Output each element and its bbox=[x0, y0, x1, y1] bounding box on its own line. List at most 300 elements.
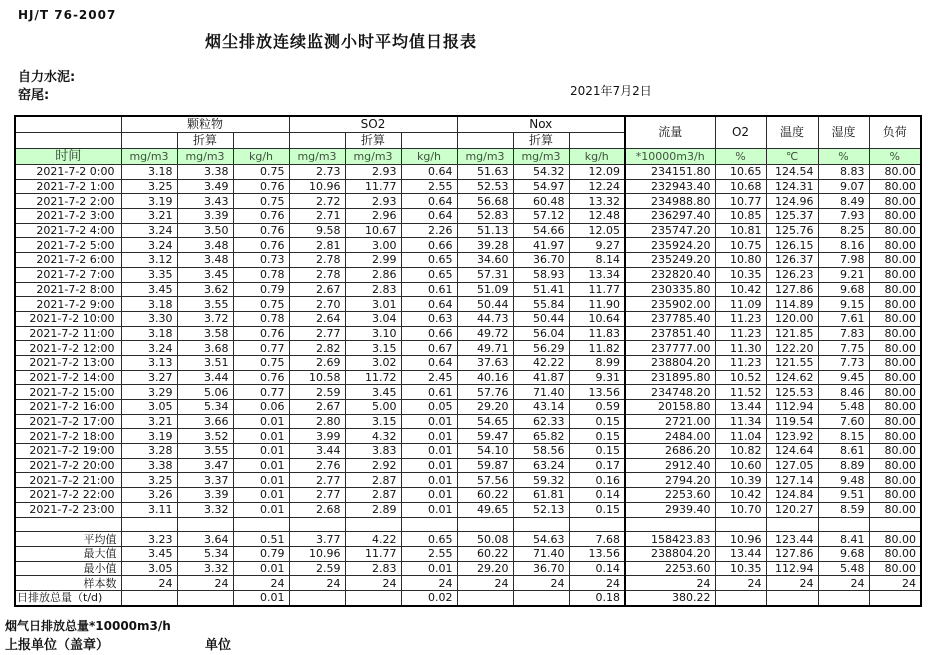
group-header-nox: Nox bbox=[457, 116, 625, 133]
value-cell: 24 bbox=[715, 576, 766, 591]
page-title: 烟尘排放连续监测小时平均值日报表 bbox=[205, 32, 478, 51]
value-cell: 3.64 bbox=[177, 532, 233, 547]
value-cell: 3.48 bbox=[177, 253, 233, 268]
value-cell: 2.68 bbox=[289, 502, 345, 517]
value-cell: 231895.80 bbox=[625, 370, 715, 385]
value-cell: 7.61 bbox=[818, 311, 869, 326]
value-cell: 0.64 bbox=[401, 297, 457, 312]
table-row bbox=[15, 473, 921, 488]
table-row bbox=[15, 179, 921, 194]
value-cell: 0.75 bbox=[233, 297, 289, 312]
value-cell: 0.61 bbox=[401, 385, 457, 400]
value-cell: 0.01 bbox=[233, 458, 289, 473]
table-row bbox=[15, 165, 921, 180]
value-cell: 24 bbox=[625, 576, 715, 591]
value-cell: 62.33 bbox=[513, 414, 569, 429]
value-cell: 4.32 bbox=[345, 429, 401, 444]
value-cell: 80.00 bbox=[869, 561, 921, 576]
value-cell: 2253.60 bbox=[625, 488, 715, 503]
value-cell bbox=[289, 590, 345, 605]
value-cell: 3.72 bbox=[177, 311, 233, 326]
value-cell: 10.96 bbox=[715, 532, 766, 547]
value-cell: 8.16 bbox=[818, 238, 869, 253]
value-cell: 36.70 bbox=[513, 561, 569, 576]
value-cell: 51.41 bbox=[513, 282, 569, 297]
time-col-blank bbox=[15, 133, 121, 149]
value-cell: 3.43 bbox=[177, 194, 233, 209]
value-cell: 0.63 bbox=[401, 311, 457, 326]
time-cell: 2021-7-2 3:00 bbox=[15, 209, 121, 224]
value-cell bbox=[715, 590, 766, 605]
value-cell: 29.20 bbox=[457, 561, 513, 576]
value-cell: 9.58 bbox=[289, 223, 345, 238]
value-cell: 3.38 bbox=[177, 165, 233, 180]
value-cell bbox=[766, 590, 818, 605]
table-row bbox=[15, 370, 921, 385]
value-cell: 71.40 bbox=[513, 546, 569, 561]
value-cell: 2.77 bbox=[289, 488, 345, 503]
value-cell: 2.76 bbox=[289, 458, 345, 473]
value-cell bbox=[177, 517, 233, 532]
table-row bbox=[15, 429, 921, 444]
value-cell: 12.24 bbox=[569, 179, 625, 194]
value-cell: 8.89 bbox=[818, 458, 869, 473]
value-cell: 3.28 bbox=[121, 444, 177, 459]
value-cell: 121.55 bbox=[766, 355, 818, 370]
value-cell: 80.00 bbox=[869, 414, 921, 429]
value-cell: 2.78 bbox=[289, 253, 345, 268]
value-cell: 11.23 bbox=[715, 326, 766, 341]
value-cell: 232820.40 bbox=[625, 267, 715, 282]
value-cell: 7.75 bbox=[818, 341, 869, 356]
value-cell: 3.45 bbox=[121, 282, 177, 297]
value-cell: 236297.40 bbox=[625, 209, 715, 224]
value-cell: 2.55 bbox=[401, 179, 457, 194]
value-cell: 0.65 bbox=[401, 253, 457, 268]
value-cell: 11.23 bbox=[715, 311, 766, 326]
row-label-cell: 样本数 bbox=[15, 576, 121, 591]
value-cell: 0.76 bbox=[233, 223, 289, 238]
value-cell: 80.00 bbox=[869, 546, 921, 561]
value-cell: 234988.80 bbox=[625, 194, 715, 209]
value-cell: 8.83 bbox=[818, 165, 869, 180]
value-cell: 3.00 bbox=[345, 238, 401, 253]
time-cell: 2021-7-2 12:00 bbox=[15, 341, 121, 356]
value-cell: 2912.40 bbox=[625, 458, 715, 473]
time-cell: 2021-7-2 23:00 bbox=[15, 502, 121, 517]
value-cell: 2.93 bbox=[345, 165, 401, 180]
time-cell: 2021-7-2 5:00 bbox=[15, 238, 121, 253]
time-cell: 2021-7-2 1:00 bbox=[15, 179, 121, 194]
value-cell: 119.54 bbox=[766, 414, 818, 429]
value-cell: 80.00 bbox=[869, 458, 921, 473]
value-cell: 7.98 bbox=[818, 253, 869, 268]
value-cell: 0.15 bbox=[569, 429, 625, 444]
value-cell: 37.63 bbox=[457, 355, 513, 370]
value-cell: 3.26 bbox=[121, 488, 177, 503]
value-cell bbox=[121, 590, 177, 605]
value-cell: 123.44 bbox=[766, 532, 818, 547]
value-cell: 57.12 bbox=[513, 209, 569, 224]
header-row-groups bbox=[15, 116, 921, 133]
value-cell: 0.78 bbox=[233, 311, 289, 326]
value-cell: 0.14 bbox=[569, 488, 625, 503]
converted-label-so2: 折算 bbox=[345, 133, 401, 149]
time-cell: 2021-7-2 6:00 bbox=[15, 253, 121, 268]
value-cell bbox=[818, 590, 869, 605]
value-cell: 80.00 bbox=[869, 502, 921, 517]
header-row-units bbox=[15, 149, 921, 165]
value-cell: 12.48 bbox=[569, 209, 625, 224]
value-cell: 50.44 bbox=[457, 297, 513, 312]
value-cell: 0.01 bbox=[233, 444, 289, 459]
value-cell: 0.05 bbox=[401, 400, 457, 415]
value-cell: 11.23 bbox=[715, 355, 766, 370]
header-flow: 流量 bbox=[625, 116, 715, 149]
value-cell: 3.11 bbox=[121, 502, 177, 517]
value-cell: 54.63 bbox=[513, 532, 569, 547]
location-label: 窑尾: bbox=[18, 88, 50, 103]
value-cell: 80.00 bbox=[869, 194, 921, 209]
value-cell: 8.49 bbox=[818, 194, 869, 209]
value-cell: 43.14 bbox=[513, 400, 569, 415]
value-cell: 234748.20 bbox=[625, 385, 715, 400]
value-cell: 2.59 bbox=[289, 385, 345, 400]
value-cell: 3.23 bbox=[121, 532, 177, 547]
value-cell: 8.61 bbox=[818, 444, 869, 459]
value-cell: 238804.20 bbox=[625, 355, 715, 370]
value-cell bbox=[869, 590, 921, 605]
value-cell: 9.15 bbox=[818, 297, 869, 312]
value-cell: 3.55 bbox=[177, 297, 233, 312]
value-cell: 0.01 bbox=[233, 561, 289, 576]
value-cell: 3.19 bbox=[121, 429, 177, 444]
value-cell: 10.35 bbox=[715, 267, 766, 282]
value-cell: 2.93 bbox=[345, 194, 401, 209]
value-cell: 0.14 bbox=[569, 561, 625, 576]
header-load: 负荷 bbox=[869, 116, 921, 149]
value-cell: 63.24 bbox=[513, 458, 569, 473]
value-cell: 235747.20 bbox=[625, 223, 715, 238]
value-cell: 0.76 bbox=[233, 238, 289, 253]
value-cell: 58.93 bbox=[513, 267, 569, 282]
value-cell: 80.00 bbox=[869, 326, 921, 341]
group-header-so2: SO2 bbox=[289, 116, 457, 133]
unit-cell: mg/m3 bbox=[289, 149, 345, 165]
value-cell: 60.48 bbox=[513, 194, 569, 209]
value-cell: 2.26 bbox=[401, 223, 457, 238]
value-cell: 0.78 bbox=[233, 267, 289, 282]
value-cell: 24 bbox=[177, 576, 233, 591]
value-cell: 65.82 bbox=[513, 429, 569, 444]
value-cell: 0.16 bbox=[569, 473, 625, 488]
value-cell: 54.65 bbox=[457, 414, 513, 429]
value-cell: 2.77 bbox=[289, 326, 345, 341]
value-cell: 0.64 bbox=[401, 209, 457, 224]
value-cell bbox=[818, 517, 869, 532]
value-cell bbox=[569, 517, 625, 532]
value-cell: 3.62 bbox=[177, 282, 233, 297]
value-cell: 0.01 bbox=[233, 590, 289, 605]
value-cell: 0.01 bbox=[401, 561, 457, 576]
value-cell: 3.05 bbox=[121, 400, 177, 415]
value-cell: 80.00 bbox=[869, 253, 921, 268]
value-cell: 10.35 bbox=[715, 561, 766, 576]
value-cell: 3.24 bbox=[121, 341, 177, 356]
value-cell: 51.09 bbox=[457, 282, 513, 297]
value-cell: 3.99 bbox=[289, 429, 345, 444]
value-cell bbox=[289, 517, 345, 532]
value-cell: 0.79 bbox=[233, 546, 289, 561]
value-cell: 24 bbox=[401, 576, 457, 591]
value-cell: 0.01 bbox=[401, 473, 457, 488]
value-cell: 24 bbox=[513, 576, 569, 591]
value-cell: 10.80 bbox=[715, 253, 766, 268]
value-cell: 237777.00 bbox=[625, 341, 715, 356]
header-temperature: 温度 bbox=[766, 116, 818, 149]
unit-label: 单位 bbox=[205, 638, 232, 653]
flow-total-note: 烟气日排放总量*10000m3/h bbox=[5, 619, 171, 633]
value-cell: 5.34 bbox=[177, 546, 233, 561]
value-cell: 0.79 bbox=[233, 282, 289, 297]
value-cell: 235249.20 bbox=[625, 253, 715, 268]
value-cell: 40.16 bbox=[457, 370, 513, 385]
value-cell: 3.10 bbox=[345, 326, 401, 341]
value-cell: 3.32 bbox=[177, 502, 233, 517]
value-cell: 60.22 bbox=[457, 488, 513, 503]
value-cell: 2.77 bbox=[289, 473, 345, 488]
value-cell: 0.01 bbox=[401, 502, 457, 517]
table-row bbox=[15, 341, 921, 356]
value-cell: 52.83 bbox=[457, 209, 513, 224]
value-cell: 10.82 bbox=[715, 444, 766, 459]
value-cell: 3.55 bbox=[177, 444, 233, 459]
unit-cell: mg/m3 bbox=[121, 149, 177, 165]
value-cell: 80.00 bbox=[869, 223, 921, 238]
value-cell: 127.14 bbox=[766, 473, 818, 488]
value-cell: 3.24 bbox=[121, 223, 177, 238]
value-cell: 0.76 bbox=[233, 179, 289, 194]
value-cell: 3.21 bbox=[121, 414, 177, 429]
value-cell: 56.68 bbox=[457, 194, 513, 209]
value-cell: 9.68 bbox=[818, 282, 869, 297]
table-row bbox=[15, 311, 921, 326]
value-cell: 3.18 bbox=[121, 297, 177, 312]
unit-cell: % bbox=[715, 149, 766, 165]
value-cell: 2.81 bbox=[289, 238, 345, 253]
value-cell: 2.96 bbox=[345, 209, 401, 224]
value-cell: 80.00 bbox=[869, 311, 921, 326]
value-cell: 57.56 bbox=[457, 473, 513, 488]
value-cell: 3.15 bbox=[345, 341, 401, 356]
value-cell: 0.18 bbox=[569, 590, 625, 605]
value-cell: 42.22 bbox=[513, 355, 569, 370]
value-cell: 0.73 bbox=[233, 253, 289, 268]
table-row bbox=[15, 253, 921, 268]
value-cell: 7.83 bbox=[818, 326, 869, 341]
value-cell: 11.90 bbox=[569, 297, 625, 312]
value-cell: 52.53 bbox=[457, 179, 513, 194]
value-cell: 0.59 bbox=[569, 400, 625, 415]
header-o2: O2 bbox=[715, 116, 766, 149]
row-label-cell: 日排放总量（t/d) bbox=[15, 590, 121, 605]
value-cell: 0.77 bbox=[233, 385, 289, 400]
value-cell: 2.83 bbox=[345, 282, 401, 297]
value-cell: 57.76 bbox=[457, 385, 513, 400]
value-cell: 124.62 bbox=[766, 370, 818, 385]
value-cell: 3.32 bbox=[177, 561, 233, 576]
unit-cell: kg/h bbox=[401, 149, 457, 165]
value-cell: 3.25 bbox=[121, 179, 177, 194]
value-cell: 3.35 bbox=[121, 267, 177, 282]
value-cell: 3.30 bbox=[121, 311, 177, 326]
value-cell: 125.37 bbox=[766, 209, 818, 224]
value-cell: 5.48 bbox=[818, 400, 869, 415]
value-cell: 3.52 bbox=[177, 429, 233, 444]
value-cell: 24 bbox=[766, 576, 818, 591]
value-cell bbox=[121, 517, 177, 532]
value-cell: 10.58 bbox=[289, 370, 345, 385]
value-cell: 11.82 bbox=[569, 341, 625, 356]
value-cell: 7.93 bbox=[818, 209, 869, 224]
value-cell: 3.24 bbox=[121, 238, 177, 253]
value-cell: 7.68 bbox=[569, 532, 625, 547]
value-cell: 10.96 bbox=[289, 179, 345, 194]
value-cell: 8.14 bbox=[569, 253, 625, 268]
value-cell: 10.67 bbox=[345, 223, 401, 238]
value-cell: 8.15 bbox=[818, 429, 869, 444]
value-cell: 54.32 bbox=[513, 165, 569, 180]
value-cell: 80.00 bbox=[869, 429, 921, 444]
value-cell: 2.89 bbox=[345, 502, 401, 517]
value-cell: 2.69 bbox=[289, 355, 345, 370]
value-cell: 2.87 bbox=[345, 473, 401, 488]
time-col-blank bbox=[15, 116, 121, 133]
value-cell bbox=[233, 517, 289, 532]
value-cell: 24 bbox=[869, 576, 921, 591]
value-cell: 0.64 bbox=[401, 165, 457, 180]
value-cell: 59.47 bbox=[457, 429, 513, 444]
summary-row bbox=[15, 561, 921, 576]
value-cell: 0.66 bbox=[401, 238, 457, 253]
company-label: 自力水泥: bbox=[18, 70, 76, 85]
value-cell: 0.76 bbox=[233, 370, 289, 385]
value-cell: 232943.40 bbox=[625, 179, 715, 194]
value-cell: 2686.20 bbox=[625, 444, 715, 459]
value-cell: 158423.83 bbox=[625, 532, 715, 547]
value-cell: 0.75 bbox=[233, 355, 289, 370]
value-cell: 2.45 bbox=[401, 370, 457, 385]
table-row bbox=[15, 238, 921, 253]
group-header-particulate: 颗粒物 bbox=[121, 116, 289, 133]
value-cell: 2794.20 bbox=[625, 473, 715, 488]
value-cell: 10.52 bbox=[715, 370, 766, 385]
table-row bbox=[15, 488, 921, 503]
value-cell: 10.64 bbox=[569, 311, 625, 326]
value-cell: 4.22 bbox=[345, 532, 401, 547]
value-cell: 11.72 bbox=[345, 370, 401, 385]
value-cell: 11.77 bbox=[569, 282, 625, 297]
value-cell: 80.00 bbox=[869, 444, 921, 459]
time-header: 时间 bbox=[15, 149, 121, 165]
value-cell: 3.83 bbox=[345, 444, 401, 459]
value-cell: 3.51 bbox=[177, 355, 233, 370]
value-cell: 3.45 bbox=[177, 267, 233, 282]
value-cell: 3.37 bbox=[177, 473, 233, 488]
value-cell: 11.30 bbox=[715, 341, 766, 356]
unit-cell: mg/m3 bbox=[345, 149, 401, 165]
value-cell: 10.75 bbox=[715, 238, 766, 253]
value-cell: 3.01 bbox=[345, 297, 401, 312]
value-cell: 380.22 bbox=[625, 590, 715, 605]
value-cell: 3.58 bbox=[177, 326, 233, 341]
value-cell: 11.09 bbox=[715, 297, 766, 312]
report-table bbox=[14, 115, 922, 607]
value-cell: 7.73 bbox=[818, 355, 869, 370]
value-cell: 0.67 bbox=[401, 341, 457, 356]
value-cell: 3.49 bbox=[177, 179, 233, 194]
value-cell: 3.47 bbox=[177, 458, 233, 473]
value-cell: 11.52 bbox=[715, 385, 766, 400]
summary-row bbox=[15, 546, 921, 561]
value-cell: 3.21 bbox=[121, 209, 177, 224]
value-cell: 114.89 bbox=[766, 297, 818, 312]
value-cell: 7.60 bbox=[818, 414, 869, 429]
value-cell: 2.80 bbox=[289, 414, 345, 429]
value-cell: 3.18 bbox=[121, 165, 177, 180]
value-cell: 2.83 bbox=[345, 561, 401, 576]
value-cell: 49.71 bbox=[457, 341, 513, 356]
unit-cell-flow: *10000m3/h bbox=[625, 149, 715, 165]
value-cell bbox=[766, 517, 818, 532]
value-cell: 10.68 bbox=[715, 179, 766, 194]
value-cell: 13.56 bbox=[569, 546, 625, 561]
value-cell: 49.72 bbox=[457, 326, 513, 341]
value-cell: 36.70 bbox=[513, 253, 569, 268]
unit-cell: % bbox=[818, 149, 869, 165]
value-cell: 0.64 bbox=[401, 355, 457, 370]
value-cell: 10.42 bbox=[715, 282, 766, 297]
value-cell: 41.97 bbox=[513, 238, 569, 253]
unit-cell: % bbox=[869, 149, 921, 165]
value-cell: 3.77 bbox=[289, 532, 345, 547]
time-cell bbox=[15, 517, 121, 532]
value-cell bbox=[513, 590, 569, 605]
value-cell: 0.01 bbox=[401, 429, 457, 444]
value-cell: 112.94 bbox=[766, 400, 818, 415]
value-cell: 56.29 bbox=[513, 341, 569, 356]
value-cell: 80.00 bbox=[869, 267, 921, 282]
value-cell: 3.13 bbox=[121, 355, 177, 370]
value-cell: 3.12 bbox=[121, 253, 177, 268]
table-row bbox=[15, 209, 921, 224]
value-cell: 11.34 bbox=[715, 414, 766, 429]
time-cell: 2021-7-2 17:00 bbox=[15, 414, 121, 429]
value-cell bbox=[457, 517, 513, 532]
value-cell: 80.00 bbox=[869, 370, 921, 385]
value-cell: 20158.80 bbox=[625, 400, 715, 415]
value-cell: 0.66 bbox=[401, 326, 457, 341]
value-cell: 10.60 bbox=[715, 458, 766, 473]
value-cell: 11.04 bbox=[715, 429, 766, 444]
value-cell: 2484.00 bbox=[625, 429, 715, 444]
value-cell: 80.00 bbox=[869, 238, 921, 253]
value-cell: 3.25 bbox=[121, 473, 177, 488]
value-cell: 127.86 bbox=[766, 546, 818, 561]
value-cell: 61.81 bbox=[513, 488, 569, 503]
value-cell: 9.07 bbox=[818, 179, 869, 194]
value-cell: 124.31 bbox=[766, 179, 818, 194]
